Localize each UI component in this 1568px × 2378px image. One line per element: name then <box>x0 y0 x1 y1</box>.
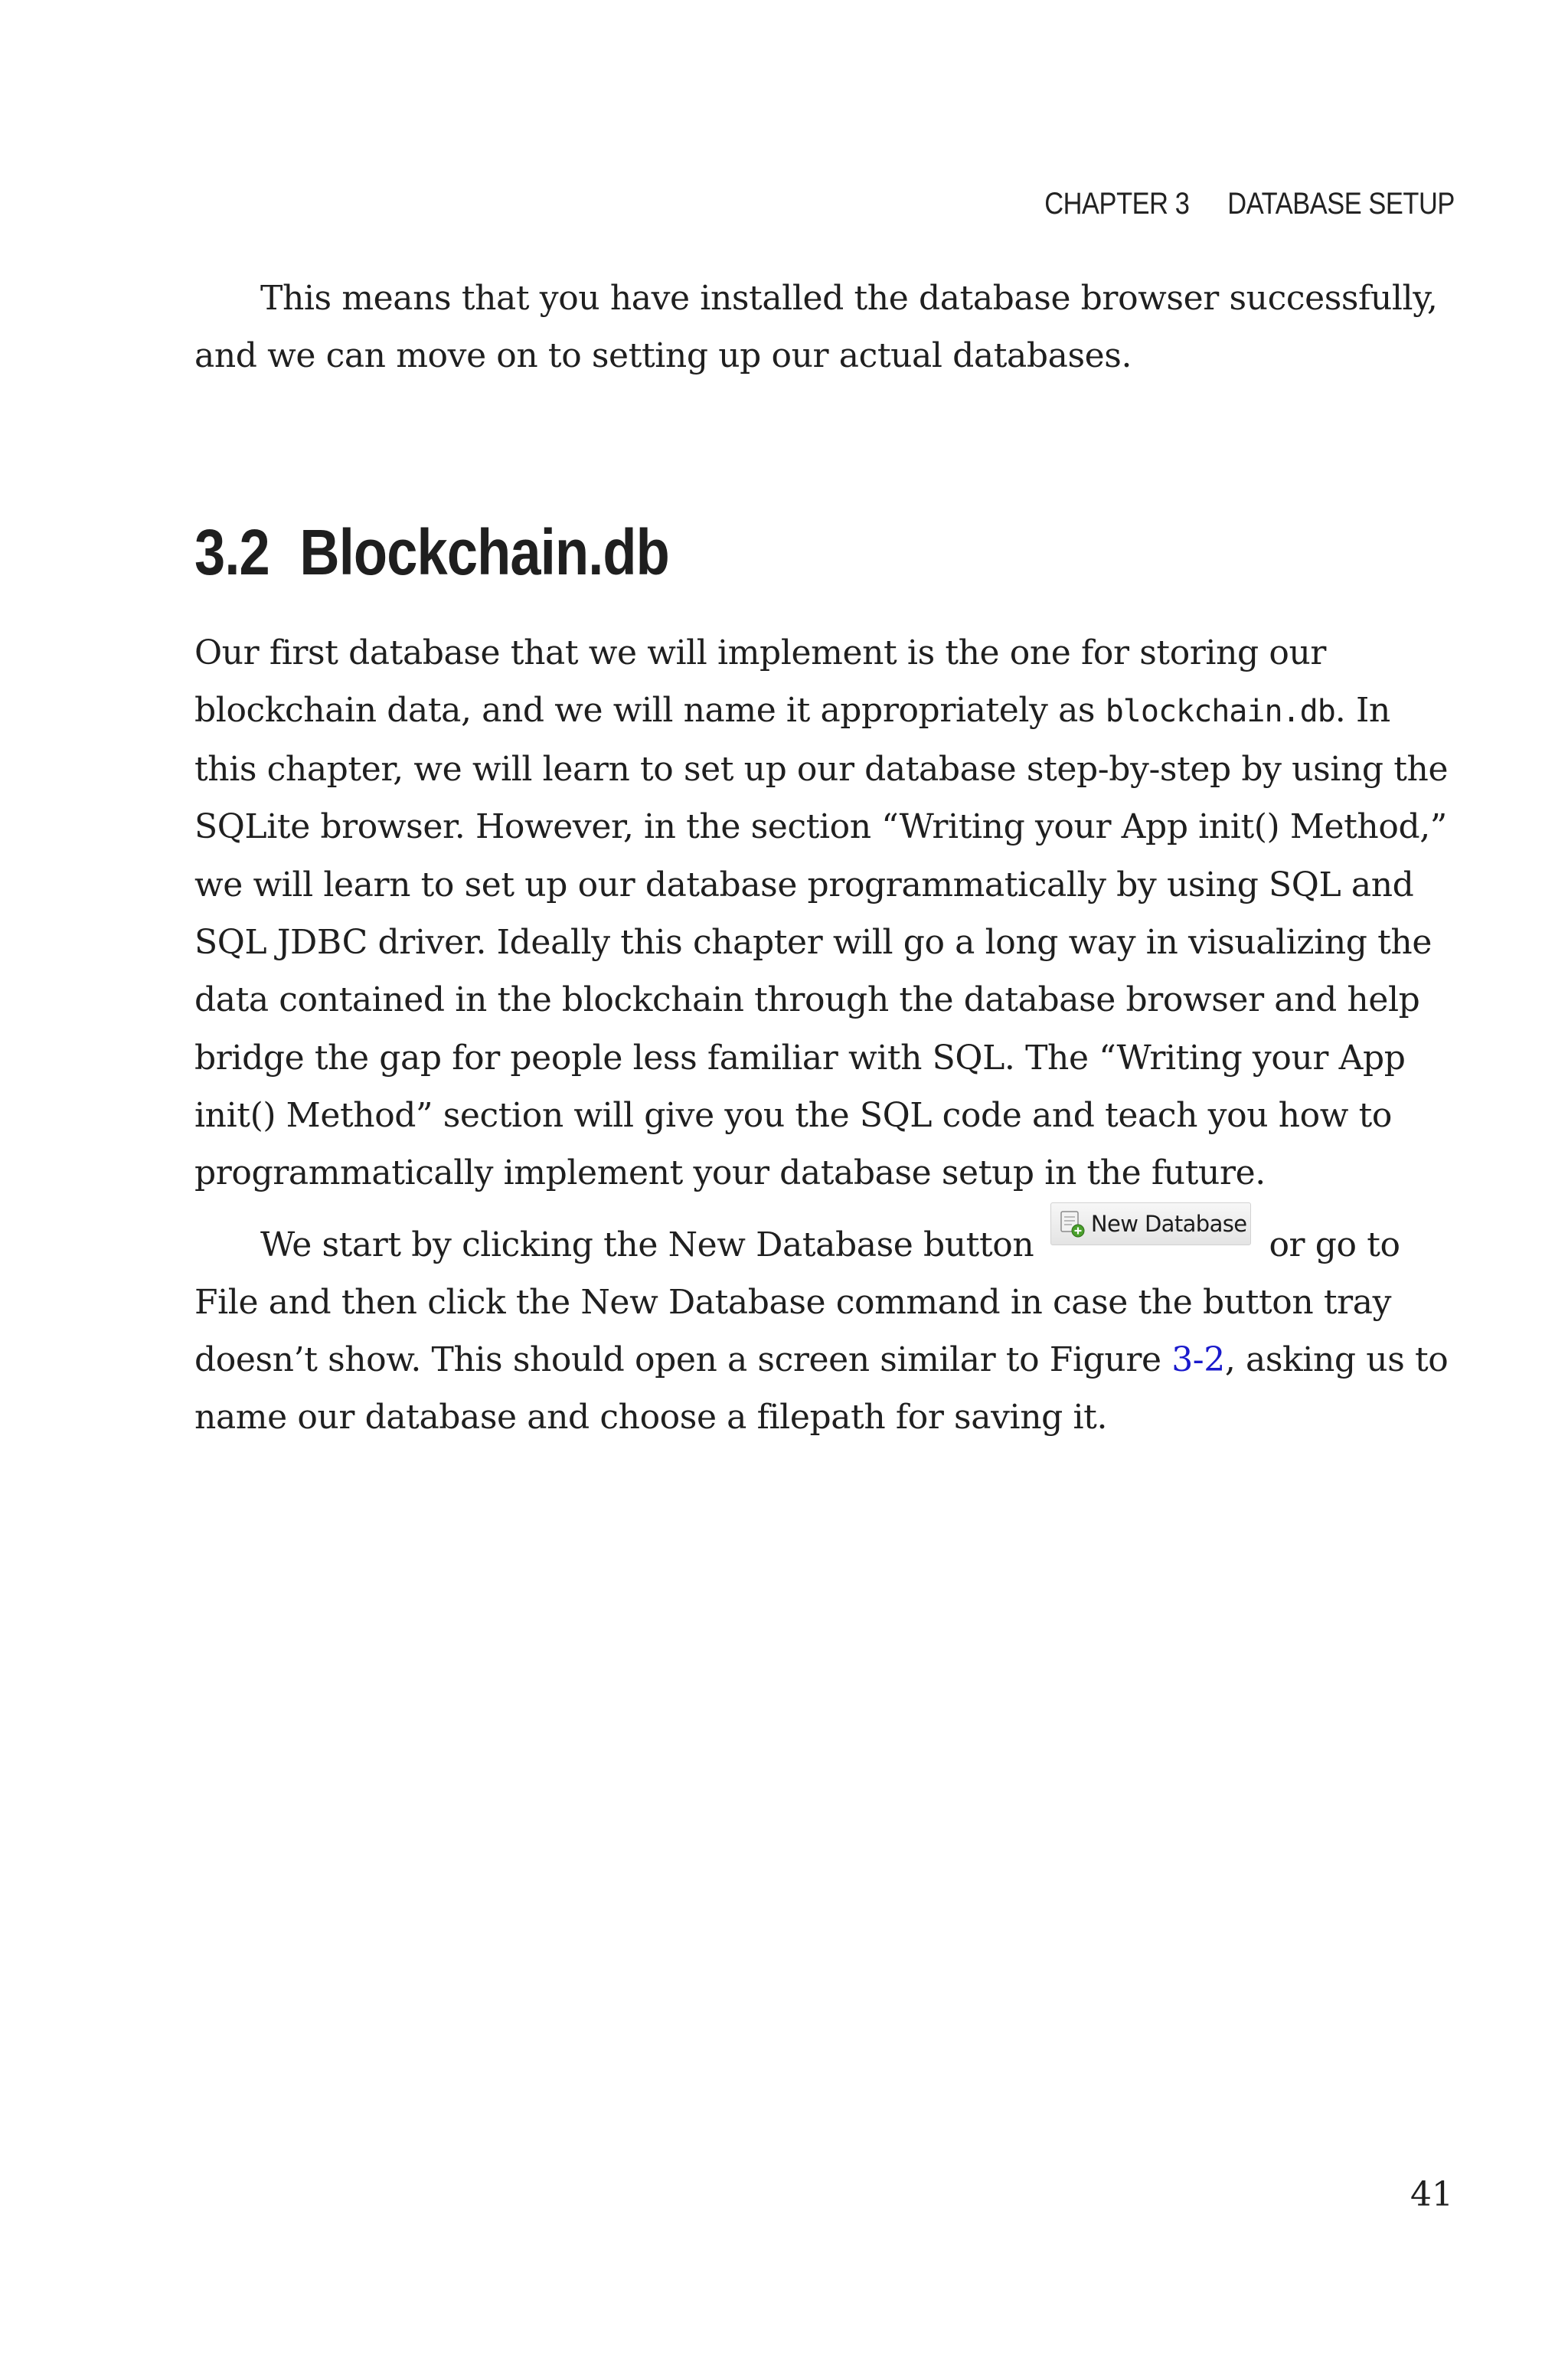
chapter-title: DATABASE SETUP <box>1227 187 1455 221</box>
new-database-button-image <box>1050 1202 1251 1245</box>
section-body <box>194 624 1452 1447</box>
section-title: Blockchain.db <box>299 515 669 588</box>
database-add-icon <box>1059 1210 1088 1239</box>
chapter-label: CHAPTER 3 <box>1044 187 1190 221</box>
paragraph-1-text-b: . In this chapter, we will learn to set up our database step-by-step by using the SQLite browser. However, in the section “Writing your App init() Method,” we will learn to set up our database programmatically by using SQL and SQL JDBC driver. Ideally this chapter will go a long way in visualizing the data contained in the blockchain through the database browser and help bridge the gap for people less familiar with SQL. The “Writing your App init() Method” section will give you the SQL code and teach you how to programmatically implement your database setup in the future. <box>194 690 1449 1193</box>
paragraph-2-text-a: We start by clicking the New Database button <box>260 1225 1044 1264</box>
running-header <box>1044 187 1455 221</box>
intro-paragraph: This means that you have installed the database browser successfully, and we can move on to setting up our actual databases. <box>194 279 1438 376</box>
paragraph-2-text-c: , asking us to name our database and choose a filepath for saving it. <box>194 1340 1449 1438</box>
body-paragraph-2 <box>194 1202 1452 1447</box>
page-number: 41 <box>1410 2175 1453 2214</box>
page-content <box>194 270 1452 1447</box>
section-heading <box>194 514 1276 590</box>
paragraph-2-text-b: or go to File and then click the New Database command in case the button tray doesn’t show. This should open a screen similar to Figure <box>194 1225 1400 1380</box>
figure-reference-link[interactable]: 3-2 <box>1171 1340 1225 1380</box>
new-database-button-label: New Database <box>1090 1210 1247 1237</box>
paragraph-1-text-a: Our first database that we will implement is the one for storing our blockchain data, and we will name it appropriately as <box>194 633 1327 730</box>
inline-code-filename: blockchain.db <box>1105 693 1335 729</box>
section-number: 3.2 <box>194 515 270 588</box>
body-paragraph-1 <box>194 624 1452 1202</box>
